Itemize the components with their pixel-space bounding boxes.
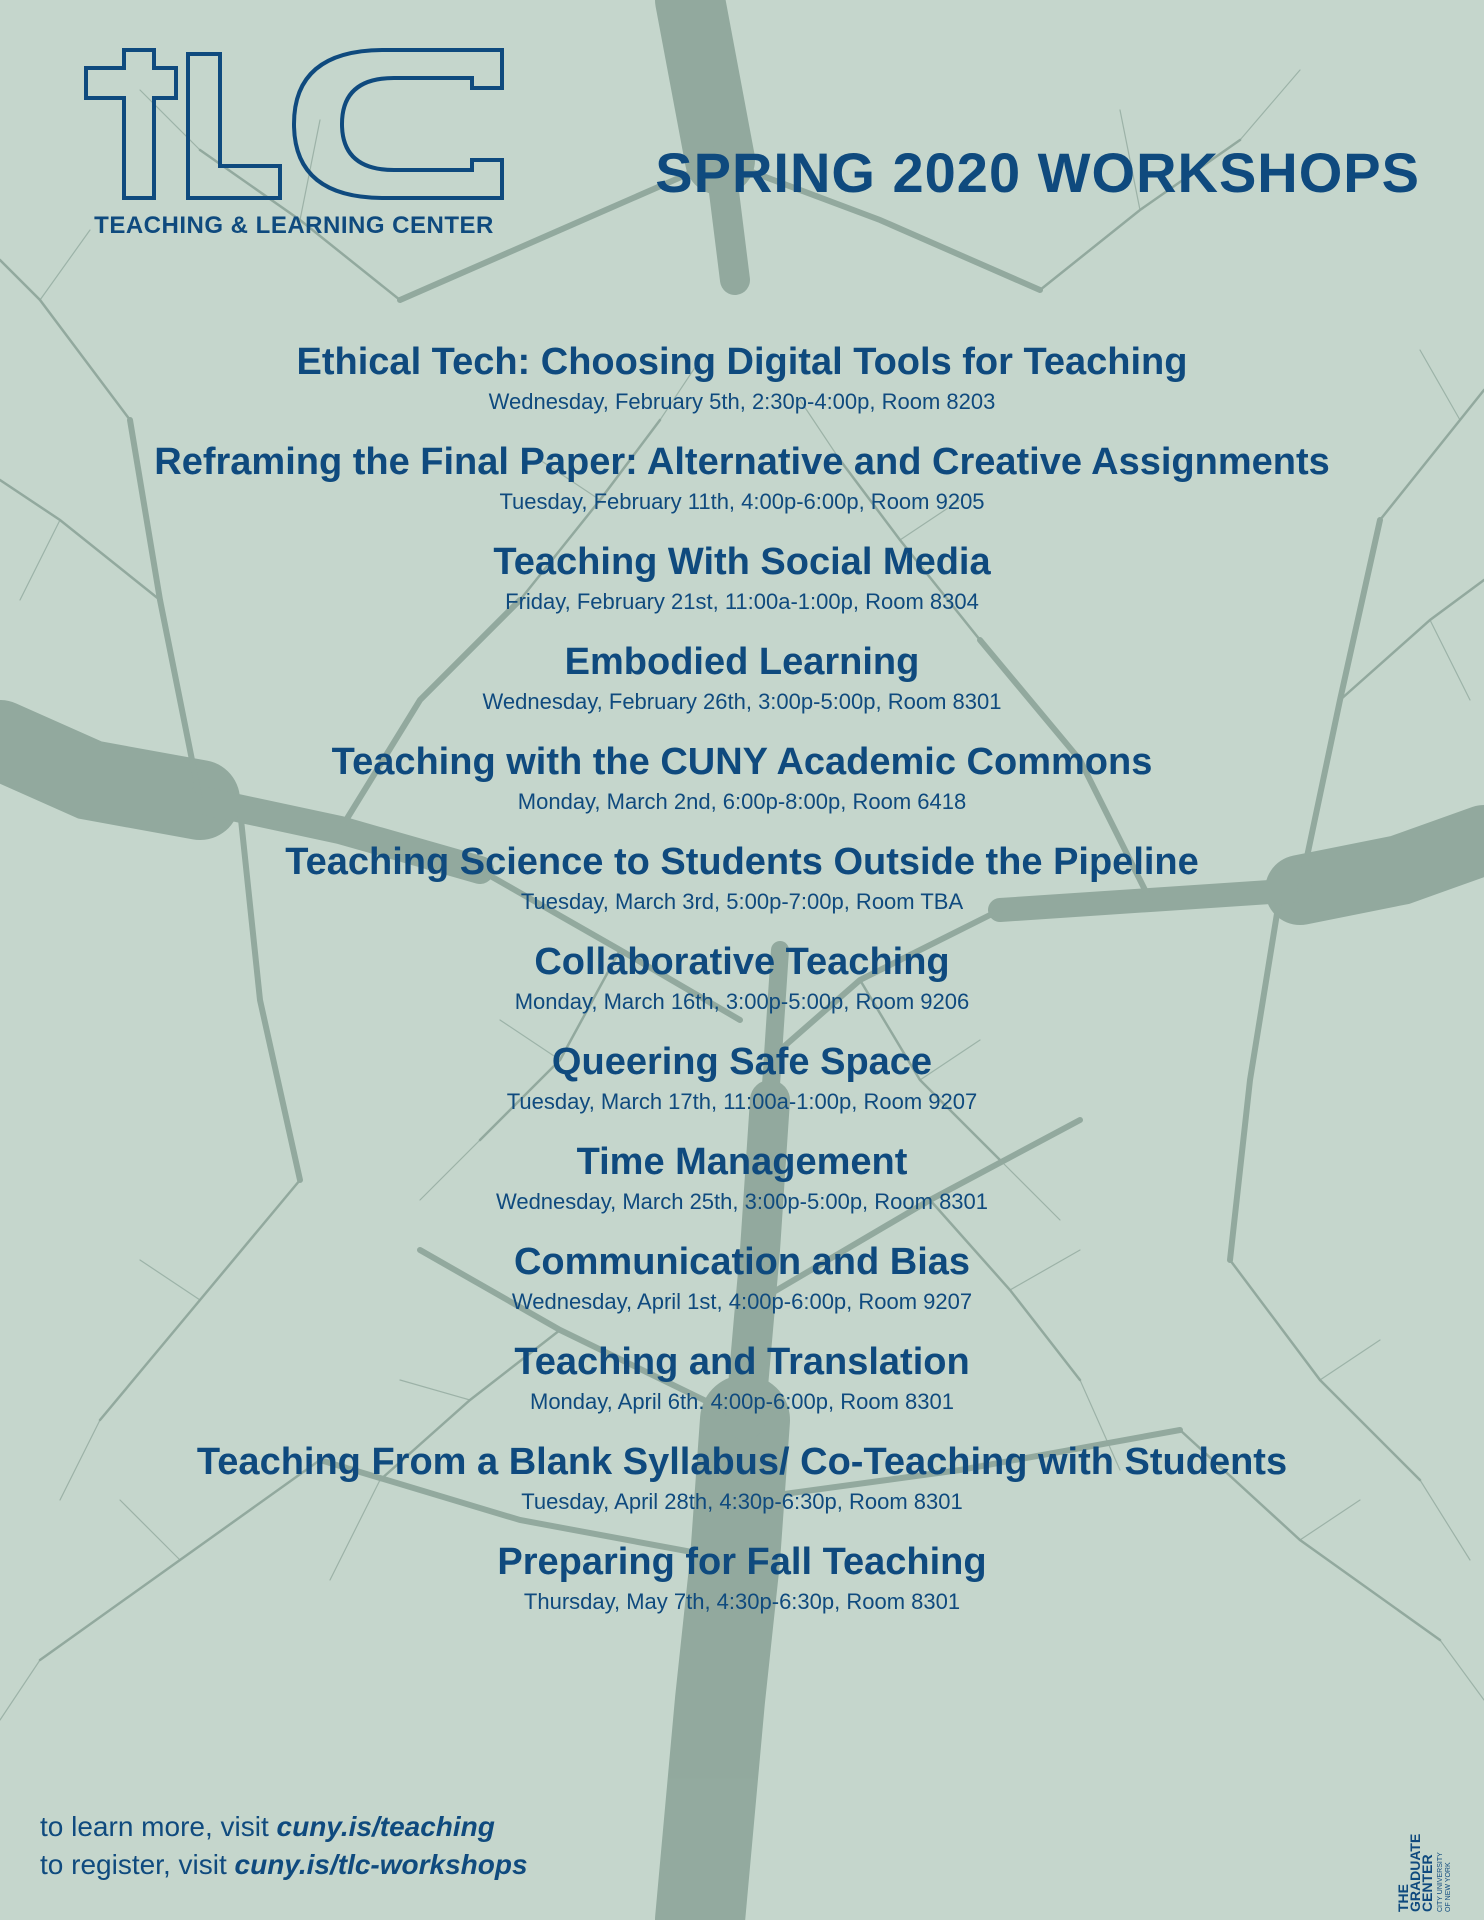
graduate-center-wordmark bbox=[1395, 1782, 1452, 1912]
workshop-item bbox=[40, 1036, 1444, 1136]
logo-subtitle: TEACHING & LEARNING CENTER bbox=[94, 212, 494, 239]
workshop-details: Tuesday, February 11th, 4:00p-6:00p, Room 9205 bbox=[499, 489, 985, 514]
workshop-details: Wednesday, March 25th, 3:00p-5:00p, Room 8301 bbox=[495, 1189, 989, 1214]
workshop-title: Teaching With Social Media bbox=[493, 541, 991, 583]
gc-line-cuny: CITY UNIVERSITY bbox=[1437, 1852, 1444, 1912]
workshop-title: Teaching with the CUNY Academic Commons bbox=[331, 741, 1153, 783]
tlc-logo-mark bbox=[84, 48, 504, 203]
learn-more-line bbox=[40, 1808, 940, 1846]
workshop-title: Embodied Learning bbox=[564, 641, 920, 683]
register-link[interactable]: cuny.is/tlc-workshops bbox=[234, 1849, 528, 1880]
page-title: SPRING 2020 WORKSHOPS bbox=[655, 141, 1420, 204]
workshop-item bbox=[40, 436, 1444, 536]
learn-more-link[interactable]: cuny.is/teaching bbox=[276, 1811, 495, 1842]
gc-line-the: THE bbox=[1395, 1884, 1411, 1912]
workshop-title: Reframing the Final Paper: Alternative and Creative Assignments bbox=[154, 441, 1330, 483]
workshop-details: Wednesday, February 26th, 3:00p-5:00p, Room 8301 bbox=[482, 689, 1002, 714]
workshop-details: Tuesday, April 28th, 4:30p-6:30p, Room 8301 bbox=[521, 1489, 963, 1514]
workshop-item bbox=[40, 1436, 1444, 1536]
workshop-details: Monday, March 2nd, 6:00p-8:00p, Room 6418 bbox=[517, 789, 967, 814]
graduate-center-logo bbox=[1395, 1782, 1452, 1912]
workshop-details: Friday, February 21st, 11:00a-1:00p, Room 8304 bbox=[505, 589, 979, 614]
workshop-item bbox=[40, 936, 1444, 1036]
workshop-title: Teaching From a Blank Syllabus/ Co-Teaching with Students bbox=[196, 1441, 1288, 1483]
workshop-item bbox=[40, 636, 1444, 736]
workshop-item bbox=[40, 1236, 1444, 1336]
workshop-item bbox=[40, 1336, 1444, 1436]
workshop-item bbox=[40, 836, 1444, 936]
workshop-item bbox=[40, 1536, 1444, 1636]
workshop-list bbox=[40, 336, 1444, 1636]
workshop-title: Teaching and Translation bbox=[514, 1341, 970, 1383]
gc-line-ny: OF NEW YORK bbox=[1445, 1862, 1452, 1912]
workshop-details: Thursday, May 7th, 4:30p-6:30p, Room 8301 bbox=[523, 1589, 961, 1614]
workshop-details: Monday, March 16th, 3:00p-5:00p, Room 9206 bbox=[514, 989, 970, 1014]
tlc-logo bbox=[84, 48, 504, 248]
workshop-item bbox=[40, 1136, 1444, 1236]
register-line bbox=[40, 1846, 940, 1884]
gc-line-graduate: GRADUATE bbox=[1407, 1833, 1423, 1912]
workshop-title: Time Management bbox=[576, 1141, 908, 1183]
workshop-title: Ethical Tech: Choosing Digital Tools for Teaching bbox=[296, 341, 1188, 383]
register-prefix: to register, visit bbox=[40, 1849, 235, 1880]
workshop-details: Wednesday, February 5th, 2:30p-4:00p, Room 8203 bbox=[488, 389, 996, 414]
workshop-details: Monday, April 6th. 4:00p-6:00p, Room 8301 bbox=[530, 1389, 954, 1414]
workshop-item bbox=[40, 336, 1444, 436]
footer bbox=[40, 1808, 940, 1884]
workshop-title: Queering Safe Space bbox=[551, 1041, 933, 1083]
workshop-item bbox=[40, 536, 1444, 636]
workshop-details: Wednesday, April 1st, 4:00p-6:00p, Room 9207 bbox=[511, 1289, 973, 1314]
learn-more-prefix: to learn more, visit bbox=[40, 1811, 277, 1842]
workshop-title: Communication and Bias bbox=[513, 1241, 971, 1283]
workshop-title: Preparing for Fall Teaching bbox=[497, 1541, 987, 1583]
workshop-details: Tuesday, March 17th, 11:00a-1:00p, Room 9207 bbox=[506, 1089, 978, 1114]
workshop-item bbox=[40, 736, 1444, 836]
workshop-details: Tuesday, March 3rd, 5:00p-7:00p, Room TBA bbox=[520, 889, 964, 914]
gc-line-center: CENTER bbox=[1419, 1854, 1435, 1912]
workshop-title: Collaborative Teaching bbox=[534, 941, 950, 983]
workshop-title: Teaching Science to Students Outside the Pipeline bbox=[285, 841, 1199, 883]
